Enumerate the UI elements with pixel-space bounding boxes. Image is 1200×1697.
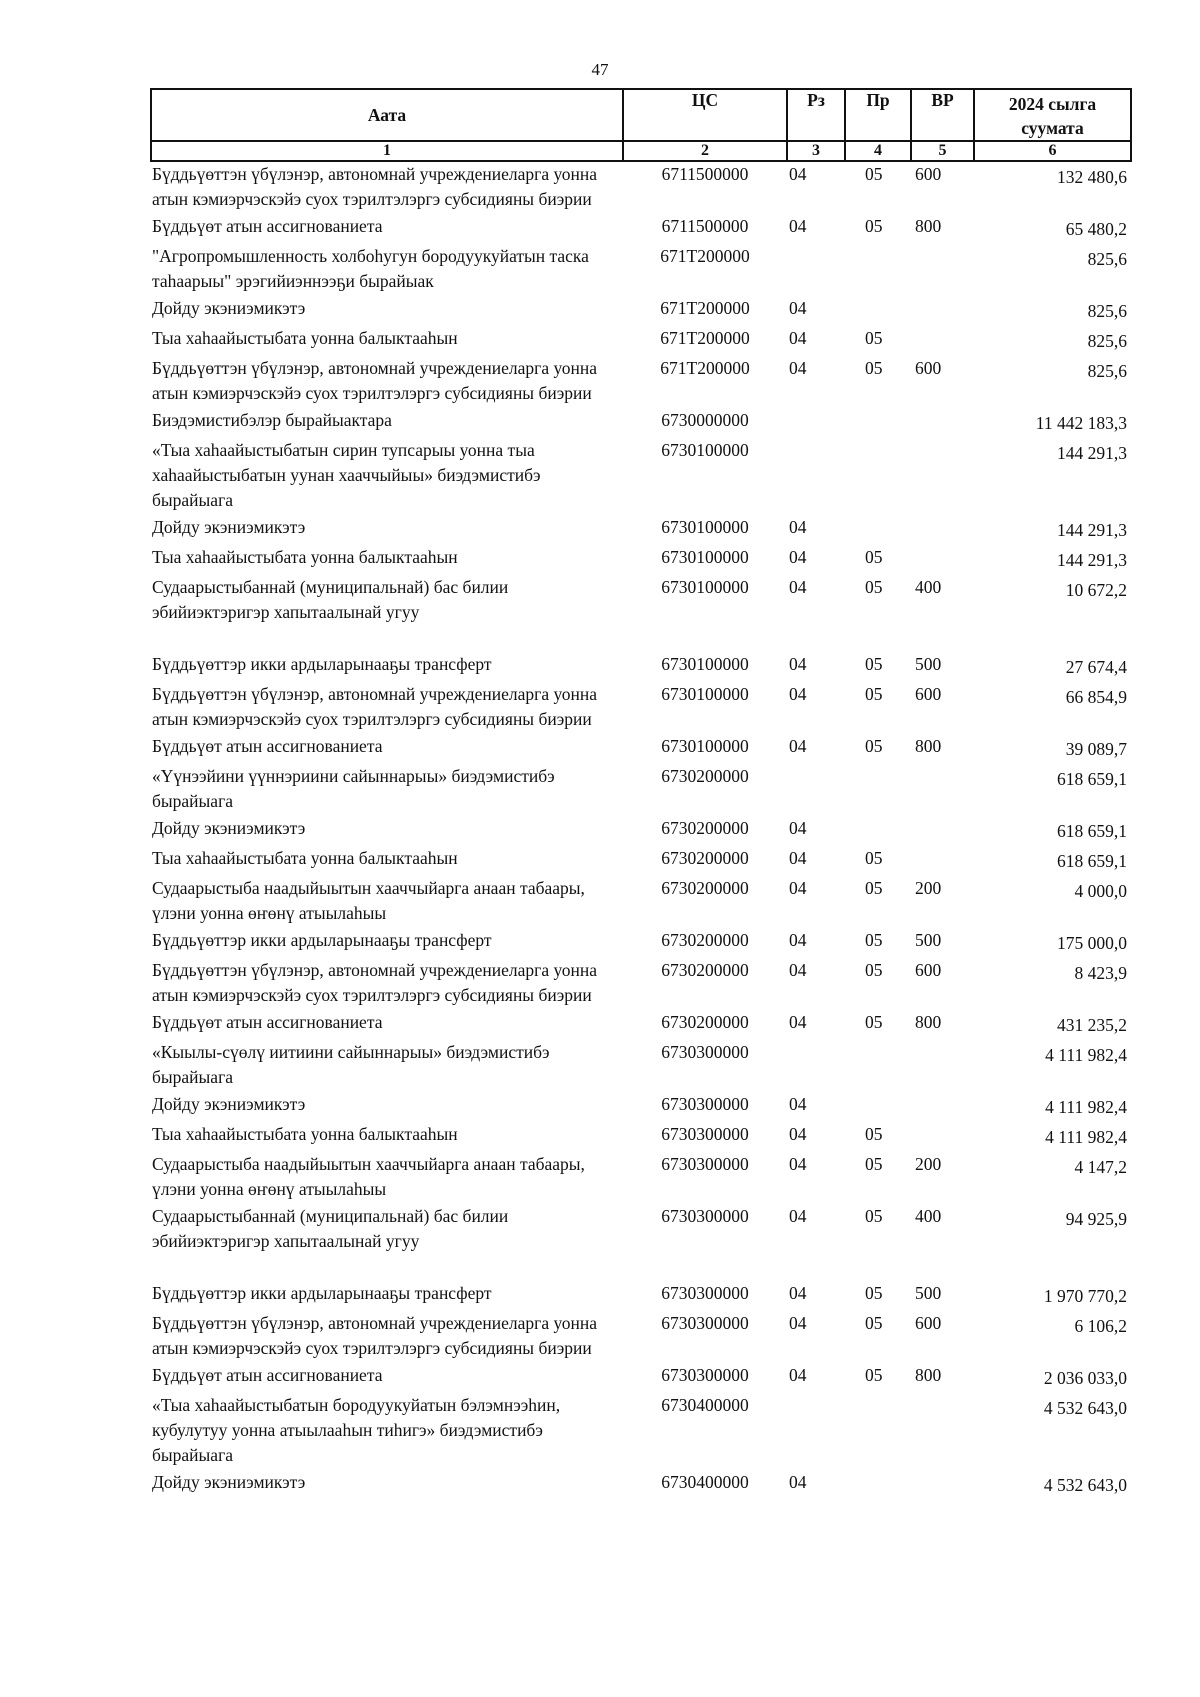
row-vr-code: 800 (915, 216, 942, 236)
row-sum: 27 674,4 (1065, 657, 1127, 677)
row-name: Бүддьүөт атын ассигнованиета (152, 1365, 383, 1385)
header-name: Аата (151, 89, 623, 141)
row-cs-code: 6711500000 (661, 164, 749, 184)
row-vr-code: 600 (915, 1313, 942, 1333)
row-vr-code: 800 (915, 1012, 942, 1032)
row-pr-code: 05 (865, 654, 883, 674)
row-pr-code (845, 296, 911, 326)
table-row (151, 1152, 1131, 1204)
row-vr-code (911, 326, 974, 356)
row-name: Бүддьүөттэн үбүлэнэр, автономнай учреждениеларга уонна атын кэмиэрчэскэйэ суох тэрилтэлэргэ субсидияны биэрии (152, 960, 598, 1005)
row-name: Тыа хаһаайыстыбата уонна балыктааһын (152, 848, 458, 868)
row-pr-code (845, 764, 911, 816)
row-rz-code: 04 (789, 1365, 807, 1385)
row-rz-code: 04 (789, 1124, 807, 1144)
row-cs-code: 6730100000 (661, 577, 749, 597)
row-sum: 825,6 (1087, 331, 1127, 351)
row-vr-code: 200 (915, 1154, 942, 1174)
row-vr-code: 400 (915, 577, 942, 597)
row-rz-code: 04 (789, 328, 807, 348)
row-rz-code: 04 (789, 736, 807, 756)
row-vr-code (911, 545, 974, 575)
row-sum: 144 291,3 (1057, 443, 1127, 463)
row-rz-code: 04 (789, 1206, 807, 1226)
row-name: Дойду экэниэмикэтэ (152, 1472, 306, 1492)
row-vr-code: 500 (915, 654, 942, 674)
row-sum: 10 672,2 (1065, 580, 1127, 600)
row-vr-code: 400 (915, 1206, 942, 1226)
row-vr-code (911, 408, 974, 438)
row-name: Биэдэмистибэлэр бырайыактара (152, 410, 392, 430)
table-row (151, 1092, 1131, 1122)
row-pr-code: 05 (865, 1283, 883, 1303)
column-number: 5 (911, 141, 974, 161)
row-pr-code: 05 (865, 878, 883, 898)
row-name: Бүддьүөттэн үбүлэнэр, автономнай учреждениеларга уонна атын кэмиэрчэскэйэ суох тэрилтэлэргэ субсидияны биэрии (152, 1313, 598, 1358)
row-sum: 4 111 982,4 (1045, 1045, 1127, 1065)
row-vr-code: 600 (915, 684, 942, 704)
row-pr-code: 05 (865, 960, 883, 980)
row-vr-code (911, 764, 974, 816)
row-cs-code: 6730300000 (661, 1313, 749, 1333)
column-number: 6 (974, 141, 1131, 161)
row-sum: 6 106,2 (1074, 1316, 1127, 1336)
header-vr: ВР (911, 89, 974, 141)
row-cs-code: 6730100000 (661, 654, 749, 674)
row-sum: 11 442 183,3 (1035, 413, 1127, 433)
row-pr-code: 05 (865, 328, 883, 348)
row-vr-code: 600 (915, 358, 942, 378)
table-row (151, 958, 1131, 1010)
row-name: Бүддьүөттэр икки ардыларынааҕы трансферт (152, 654, 492, 674)
row-sum: 4 532 643,0 (1043, 1398, 1127, 1418)
column-number-row (151, 141, 1131, 161)
header-sum: 2024 сылга суумата (974, 89, 1131, 141)
table-row (151, 1363, 1131, 1393)
row-pr-code (845, 1092, 911, 1122)
row-rz-code: 04 (789, 1012, 807, 1032)
row-name: Дойду экэниэмикэтэ (152, 517, 306, 537)
row-sum: 65 480,2 (1065, 219, 1127, 239)
table-row (151, 1010, 1131, 1040)
row-pr-code: 05 (865, 1206, 883, 1226)
row-sum: 1 970 770,2 (1043, 1286, 1127, 1306)
row-rz-code: 04 (789, 577, 807, 597)
row-pr-code: 05 (865, 736, 883, 756)
row-cs-code: 6730300000 (661, 1094, 749, 1114)
row-pr-code: 05 (865, 930, 883, 950)
row-vr-code: 800 (915, 736, 942, 756)
row-cs-code: 6730200000 (661, 960, 749, 980)
page-number: 47 (591, 60, 609, 79)
table-row (151, 652, 1131, 682)
row-pr-code (845, 1470, 911, 1500)
row-sum: 825,6 (1087, 249, 1127, 269)
row-cs-code: 6730100000 (661, 440, 749, 460)
row-cs-code: 6730400000 (661, 1395, 749, 1415)
row-sum: 144 291,3 (1057, 520, 1127, 540)
row-sum: 4 000,0 (1074, 881, 1127, 901)
row-cs-code: 6730400000 (661, 1472, 749, 1492)
table-row (151, 928, 1131, 958)
row-sum: 66 854,9 (1065, 687, 1127, 707)
row-sum: 144 291,3 (1057, 550, 1127, 570)
row-cs-code: 6711500000 (661, 216, 749, 236)
row-rz-code (787, 764, 845, 816)
row-rz-code (787, 1040, 845, 1092)
row-rz-code: 04 (789, 818, 807, 838)
row-sum: 39 089,7 (1065, 739, 1127, 759)
row-sum: 175 000,0 (1057, 933, 1127, 953)
row-pr-code: 05 (865, 848, 883, 868)
row-name: Бүддьүөттэр икки ардыларынааҕы трансферт (152, 1283, 492, 1303)
row-pr-code: 05 (865, 358, 883, 378)
row-rz-code: 04 (789, 654, 807, 674)
row-rz-code: 04 (789, 517, 807, 537)
row-cs-code: 6730100000 (661, 684, 749, 704)
table-row (151, 734, 1131, 764)
table-row (151, 876, 1131, 928)
row-rz-code: 04 (789, 1472, 807, 1492)
row-cs-code: 6730200000 (661, 818, 749, 838)
table-row (151, 1393, 1131, 1470)
row-pr-code: 05 (865, 1365, 883, 1385)
table-row (151, 682, 1131, 734)
row-name: Бүддьүөттэн үбүлэнэр, автономнай учреждениеларга уонна атын кэмиэрчэскэйэ суох тэрилтэлэргэ субсидияны биэрии (152, 684, 598, 729)
table-row (151, 1040, 1131, 1092)
row-cs-code: 6730200000 (661, 848, 749, 868)
table-row (151, 1122, 1131, 1152)
row-pr-code (845, 244, 911, 296)
table-row (151, 846, 1131, 876)
column-number: 2 (623, 141, 787, 161)
row-cs-code: 671Т200000 (660, 246, 750, 266)
row-name: «Кыылы-сүөлү иитиини сайыннарыы» биэдэмистибэ бырайыага (152, 1042, 550, 1087)
row-pr-code: 05 (865, 1012, 883, 1032)
row-cs-code: 6730300000 (661, 1283, 749, 1303)
row-vr-code: 800 (915, 1365, 942, 1385)
row-pr-code: 05 (865, 1154, 883, 1174)
row-rz-code: 04 (789, 1313, 807, 1333)
row-cs-code: 6730300000 (661, 1154, 749, 1174)
row-vr-code: 600 (915, 960, 942, 980)
row-sum: 618 659,1 (1057, 821, 1127, 841)
row-name: «Тыа хаһаайыстыбатын бородуукуйатын бэлэмнээһин, кубулутуу уонна атыылааһын тиһигэ» биэдэмистибэ бырайыага (152, 1395, 561, 1465)
row-cs-code: 6730000000 (661, 410, 749, 430)
column-number: 1 (151, 141, 623, 161)
table-row (151, 575, 1131, 652)
row-name: Дойду экэниэмикэтэ (152, 298, 306, 318)
row-rz-code (787, 244, 845, 296)
row-pr-code (845, 408, 911, 438)
column-number: 3 (787, 141, 845, 161)
row-name: Бүддьүөт атын ассигнованиета (152, 736, 383, 756)
row-name: Тыа хаһаайыстыбата уонна балыктааһын (152, 1124, 458, 1144)
row-name: Тыа хаһаайыстыбата уонна балыктааһын (152, 547, 458, 567)
table-row (151, 1281, 1131, 1311)
table-row (151, 764, 1131, 816)
row-cs-code: 6730200000 (661, 878, 749, 898)
row-vr-code (911, 816, 974, 846)
table-row (151, 326, 1131, 356)
row-name: Бүддьүөттэр икки ардыларынааҕы трансферт (152, 930, 492, 950)
row-pr-code (845, 1040, 911, 1092)
row-sum: 132 480,6 (1057, 167, 1127, 187)
row-vr-code: 500 (915, 1283, 942, 1303)
row-name: «Үүнээйини үүннэриини сайыннарыы» биэдэмистибэ бырайыага (152, 766, 555, 811)
row-sum: 8 423,9 (1074, 963, 1127, 983)
row-cs-code: 671Т200000 (660, 358, 750, 378)
row-sum: 94 925,9 (1065, 1209, 1127, 1229)
row-vr-code (911, 846, 974, 876)
row-vr-code: 500 (915, 930, 942, 950)
row-name: Дойду экэниэмикэтэ (152, 818, 306, 838)
table-row (151, 356, 1131, 408)
row-vr-code (911, 438, 974, 515)
budget-table (150, 88, 1132, 1500)
row-cs-code: 6730100000 (661, 736, 749, 756)
row-rz-code (787, 1393, 845, 1470)
row-rz-code: 04 (789, 164, 807, 184)
row-rz-code: 04 (789, 216, 807, 236)
row-sum: 4 147,2 (1074, 1157, 1127, 1177)
row-sum: 4 111 982,4 (1045, 1127, 1127, 1147)
row-rz-code: 04 (789, 930, 807, 950)
table-row (151, 1204, 1131, 1281)
table-row (151, 408, 1131, 438)
row-cs-code: 671Т200000 (660, 328, 750, 348)
row-sum: 431 235,2 (1057, 1015, 1127, 1035)
row-sum: 618 659,1 (1057, 769, 1127, 789)
row-pr-code: 05 (865, 216, 883, 236)
row-sum: 4 532 643,0 (1043, 1475, 1127, 1495)
row-sum: 825,6 (1087, 301, 1127, 321)
row-rz-code: 04 (789, 298, 807, 318)
row-vr-code: 200 (915, 878, 942, 898)
table-row (151, 244, 1131, 296)
row-pr-code (845, 1393, 911, 1470)
row-name: «Тыа хаһаайыстыбатын сирин тупсарыы уонна тыа хаһаайыстыбатын уунан хааччыйыы» биэдэмистибэ бырайыага (152, 440, 541, 510)
row-cs-code: 6730100000 (661, 517, 749, 537)
row-sum: 2 036 033,0 (1043, 1368, 1127, 1388)
row-pr-code: 05 (865, 684, 883, 704)
table-row (151, 1470, 1131, 1500)
row-vr-code (911, 515, 974, 545)
table-row (151, 1311, 1131, 1363)
header-row (151, 89, 1131, 141)
row-pr-code (845, 515, 911, 545)
row-rz-code: 04 (789, 547, 807, 567)
row-pr-code: 05 (865, 1124, 883, 1144)
row-name: Судаарыстыба наадыйыытын хааччыйарга анаан табаары, үлэни уонна өҥөнү атыылаһыы (152, 1154, 585, 1199)
row-name: Дойду экэниэмикэтэ (152, 1094, 306, 1114)
table-row (151, 816, 1131, 846)
row-cs-code: 6730100000 (661, 547, 749, 567)
row-cs-code: 6730200000 (661, 766, 749, 786)
row-vr-code: 600 (915, 164, 942, 184)
row-cs-code: 6730300000 (661, 1042, 749, 1062)
table-row (151, 161, 1131, 214)
row-sum: 4 111 982,4 (1045, 1097, 1127, 1117)
row-vr-code (911, 244, 974, 296)
row-cs-code: 6730200000 (661, 1012, 749, 1032)
row-pr-code: 05 (865, 577, 883, 597)
row-name: Бүддьүөттэн үбүлэнэр, автономнай учреждениеларга уонна атын кэмиэрчэскэйэ суох тэрилтэлэргэ субсидияны биэрии (152, 164, 598, 209)
header-cs: ЦС (623, 89, 787, 141)
row-cs-code: 671Т200000 (660, 298, 750, 318)
row-vr-code (911, 1470, 974, 1500)
row-rz-code: 04 (789, 878, 807, 898)
row-pr-code (845, 816, 911, 846)
table-row (151, 296, 1131, 326)
row-name: Судаарыстыбаннай (муниципальнай) бас билии эбийиэктэригэр хапытаалынай угуу (152, 577, 509, 622)
row-pr-code: 05 (865, 164, 883, 184)
header-pr: Пр (845, 89, 911, 141)
row-name: Судаарыстыба наадыйыытын хааччыйарга анаан табаары, үлэни уонна өҥөнү атыылаһыы (152, 878, 585, 923)
row-pr-code: 05 (865, 1313, 883, 1333)
row-rz-code: 04 (789, 1154, 807, 1174)
row-name: Бүддьүөттэн үбүлэнэр, автономнай учреждениеларга уонна атын кэмиэрчэскэйэ суох тэрилтэлэргэ субсидияны биэрии (152, 358, 598, 403)
row-rz-code: 04 (789, 1094, 807, 1114)
table-row (151, 545, 1131, 575)
row-sum: 825,6 (1087, 361, 1127, 381)
row-rz-code (787, 408, 845, 438)
row-pr-code: 05 (865, 547, 883, 567)
row-cs-code: 6730300000 (661, 1124, 749, 1144)
row-sum: 618 659,1 (1057, 851, 1127, 871)
row-vr-code (911, 1393, 974, 1470)
row-vr-code (911, 296, 974, 326)
row-rz-code: 04 (789, 848, 807, 868)
row-name: "Агропромышленность холбоһугун бородуукуйатын таска таһаарыы" эрэгийиэннээҕи бырайыак (152, 246, 589, 291)
row-rz-code: 04 (789, 358, 807, 378)
table-row (151, 515, 1131, 545)
row-rz-code: 04 (789, 960, 807, 980)
row-pr-code (845, 438, 911, 515)
row-rz-code: 04 (789, 1283, 807, 1303)
table-row (151, 214, 1131, 244)
column-number: 4 (845, 141, 911, 161)
row-name: Бүддьүөт атын ассигнованиета (152, 216, 383, 236)
row-vr-code (911, 1092, 974, 1122)
header-rz: Рз (787, 89, 845, 141)
row-vr-code (911, 1040, 974, 1092)
row-cs-code: 6730300000 (661, 1365, 749, 1385)
row-name: Судаарыстыбаннай (муниципальнай) бас билии эбийиэктэригэр хапытаалынай угуу (152, 1206, 509, 1251)
row-name: Тыа хаһаайыстыбата уонна балыктааһын (152, 328, 458, 348)
table-body (151, 161, 1131, 1500)
row-rz-code: 04 (789, 684, 807, 704)
row-cs-code: 6730300000 (661, 1206, 749, 1226)
row-name: Бүддьүөт атын ассигнованиета (152, 1012, 383, 1032)
row-cs-code: 6730200000 (661, 930, 749, 950)
table-row (151, 438, 1131, 515)
row-rz-code (787, 438, 845, 515)
row-vr-code (911, 1122, 974, 1152)
